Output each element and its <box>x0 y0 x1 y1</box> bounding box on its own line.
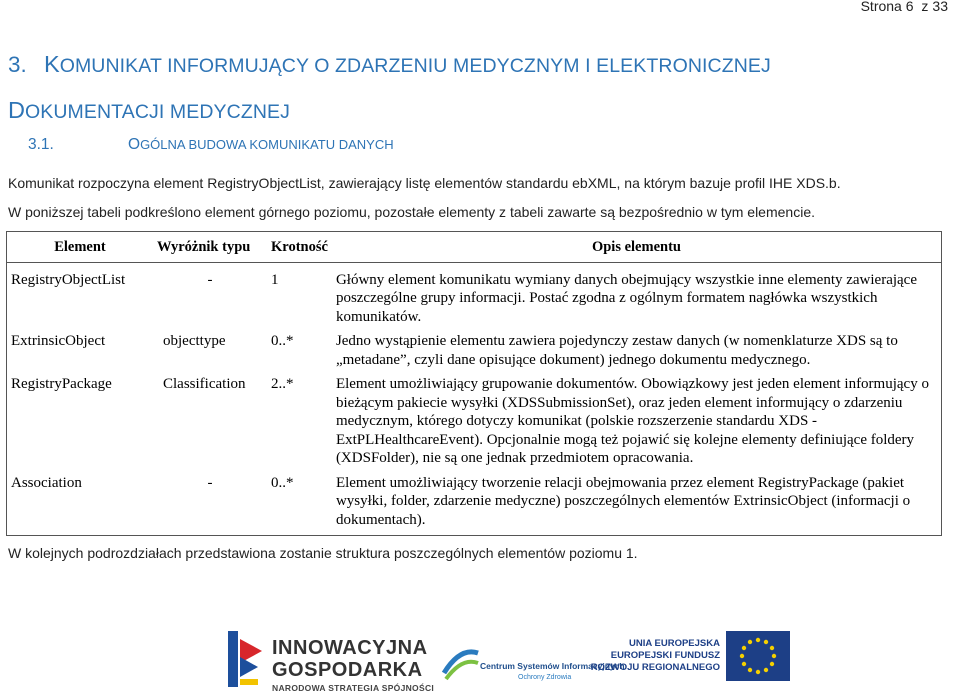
cell-description: Główny element komunikatu wymiany danych obejmujący wszystkie inne elementy zawierające poszczególne grupy informacji. Postać zgodna z ogólnym formatem nagłówka wszystkich komunikatów. <box>335 271 917 325</box>
ig-line2: GOSPODARKA <box>272 659 423 681</box>
eu-logo <box>586 631 776 693</box>
section-heading-3: 3. KOMUNIKAT INFORMUJĄCY O ZDARZENIU MEDYCZNYM I ELEKTRONICZNEJ DOKUMENTACJI MEDYCZNEJ <box>8 42 953 134</box>
closing-paragraph: W kolejnych podrozdziałach przedstawiona zostanie struktura poszczególnych elementów poziomu 1. <box>8 545 638 561</box>
intro-paragraph: Komunikat rozpoczyna element RegistryObjectList, zawierający listę elementów standardu ebXML, na którym bazuje profil IHE XDS.b. <box>8 175 841 191</box>
cell-description: Element umożliwiający tworzenie relacji obejmowania przez element RegistryPackage (pakiet wysyłki, folder, zdarzenie medyczne) poszczególnych elementów ExtrinsicObject (informacji o dokumentach). <box>335 474 911 528</box>
cell-multiplicity: 1 <box>271 271 279 288</box>
cell-type: objecttype <box>163 333 226 349</box>
page-number <box>861 0 948 14</box>
cell-description: Jedno wystąpienie elementu zawiera pojedynczy zestaw danych (w nomenklaturze XDS są to „metadane”, czyli dane opisujące dokument) jednego dokumentu medycznego. <box>335 333 898 368</box>
ig-emblem-icon <box>228 631 262 687</box>
page-total: 33 <box>932 0 948 14</box>
csioz-logo <box>440 641 625 691</box>
page-separator: z <box>921 0 929 14</box>
csioz-swoosh-icon <box>440 643 480 683</box>
table-row <box>7 329 942 372</box>
cell-element: RegistryPackage <box>11 376 112 392</box>
section-number: 3. <box>8 52 27 77</box>
page-current: 6 <box>905 0 914 14</box>
ig-line1: INNOWACYJNA <box>272 637 428 659</box>
table-row <box>7 372 942 471</box>
innowacyjna-gospodarka-logo <box>228 631 435 693</box>
cell-multiplicity: 0..* <box>271 333 294 349</box>
table-row <box>7 471 942 536</box>
cell-element: RegistryObjectList <box>11 271 126 288</box>
header-element: Element <box>7 232 154 263</box>
eu-flag-icon <box>726 631 790 681</box>
table-row <box>7 262 942 329</box>
header-description: Opis elementu <box>332 232 942 263</box>
cell-type: Classification <box>163 376 246 392</box>
header-multiplicity: Krotność <box>267 232 332 263</box>
page-label: Strona <box>860 0 902 14</box>
cell-multiplicity: 0..* <box>271 474 294 491</box>
cell-element: ExtrinsicObject <box>11 333 106 349</box>
csioz-line2: Ochrony Zdrowia <box>518 674 572 681</box>
table-intro-paragraph: W poniższej tabeli podkreślono element górnego poziomu, pozostałe elementy z tabeli zawarte są bezpośrednio w tym elemencie. <box>8 204 815 220</box>
subsection-heading-3-1: 3.1. OGÓLNA BUDOWA KOMUNIKATU DANYCH <box>28 136 394 153</box>
cell-type: - <box>207 474 213 491</box>
ig-line3: NARODOWA STRATEGIA SPÓJNOŚCI <box>272 683 435 693</box>
footer-logos <box>0 625 960 695</box>
csioz-line1: Centrum Systemów Informacyjnych <box>480 661 625 671</box>
table-header-row <box>7 232 942 263</box>
header-type: Wyróżnik typu <box>153 232 267 263</box>
cell-element: Association <box>11 474 82 491</box>
cell-description: Element umożliwiający grupowanie dokumentów. Obowiązkowy jest jeden element informujący o bieżącym pakiecie wysyłki (XDSSubmissionSet), oraz jeden element informujący o zdarzeniu medycznym, którego dotyczy komunikat (polskie rozszerzenie standardu XDS - ExtPLHealthcareEvent). Opcjonalnie mogą też pojawić się kolejne elementy definiujące foldery (XDSFolder), nie są one jednak przedmiotem opracowania. <box>335 376 929 466</box>
cell-multiplicity: 2..* <box>271 376 294 392</box>
elements-table <box>6 231 942 536</box>
cell-type: - <box>207 271 213 288</box>
eu-text: UNIA EUROPEJSKA EUROPEJSKI FUNDUSZ ROZWOJU REGIONALNEGO <box>590 638 720 673</box>
subsection-number: 3.1. <box>28 136 54 153</box>
